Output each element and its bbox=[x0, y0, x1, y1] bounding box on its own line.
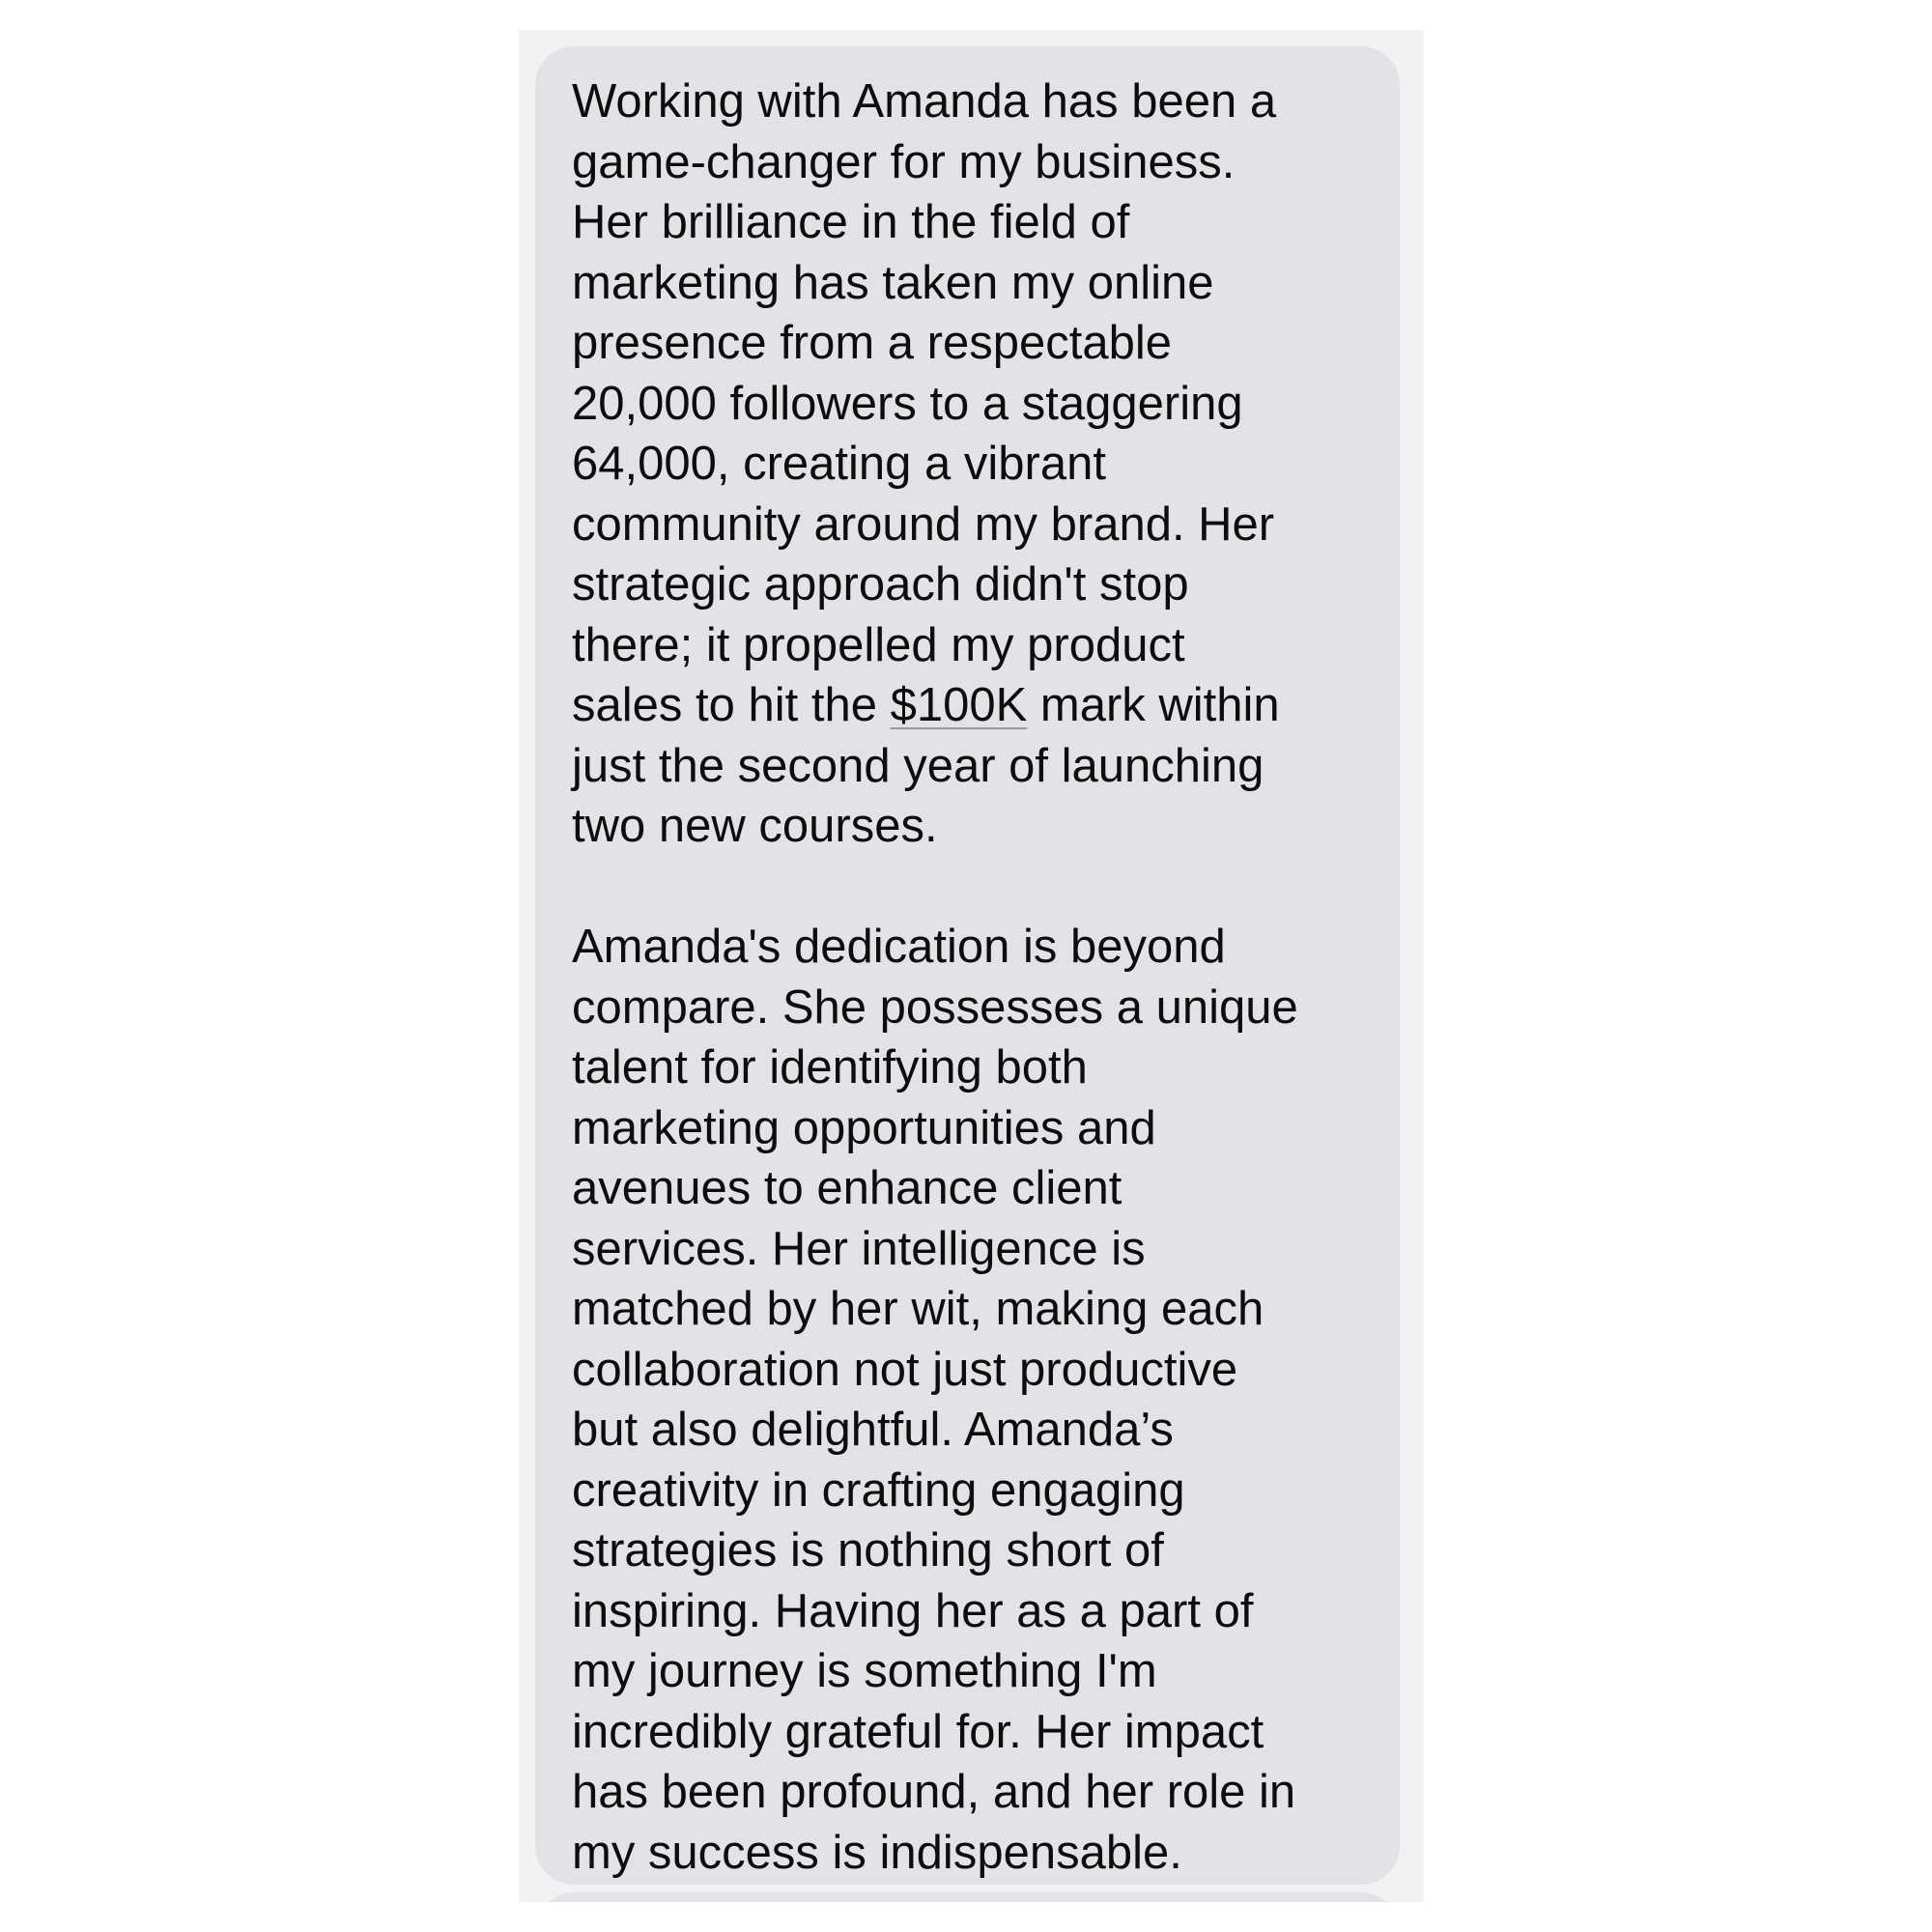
paragraph-break bbox=[572, 857, 1403, 918]
message-line: marketing has taken my online bbox=[572, 256, 1214, 309]
message-line: Amanda's dedication is beyond bbox=[572, 921, 1226, 973]
message-line: collaboration not just productive bbox=[572, 1343, 1238, 1396]
message-line: 20,000 followers to a staggering bbox=[572, 377, 1243, 430]
message-line-with-amount bbox=[572, 675, 1403, 736]
message-line: community around my brand. Her bbox=[572, 497, 1275, 551]
message-line: 64,000, creating a vibrant bbox=[572, 438, 1106, 490]
message-line: creativity in crafting engaging bbox=[572, 1463, 1185, 1517]
messages-screen bbox=[519, 30, 1424, 1902]
message-line: has been profound, and her role in bbox=[572, 1766, 1296, 1818]
message-line: matched by her wit, making each bbox=[572, 1283, 1264, 1335]
message-line: inspiring. Having her as a part of bbox=[572, 1584, 1254, 1637]
message-text bbox=[572, 71, 1403, 1883]
message-line: strategies is nothing short of bbox=[572, 1524, 1164, 1577]
next-message-bubble-edge bbox=[535, 1892, 1400, 1902]
message-line: talent for identifying both bbox=[572, 1041, 1088, 1094]
amount-link[interactable]: $100K bbox=[890, 679, 1028, 731]
message-line: presence from a respectable bbox=[572, 317, 1172, 369]
message-line: there; it propelled my product bbox=[572, 618, 1185, 671]
message-line: marketing opportunities and bbox=[572, 1101, 1156, 1154]
message-line: but also delightful. Amanda’s bbox=[572, 1404, 1174, 1456]
message-line: my journey is something I'm bbox=[572, 1645, 1157, 1697]
message-line: two new courses. bbox=[572, 800, 938, 852]
message-line: my success is indispensable. bbox=[572, 1826, 1182, 1879]
message-line: Working with Amanda has been a bbox=[572, 75, 1277, 128]
message-line: compare. She possesses a unique bbox=[572, 980, 1298, 1034]
amount-line-suffix: mark within bbox=[1027, 679, 1280, 731]
message-line: just the second year of launching bbox=[572, 739, 1264, 792]
message-line: incredibly grateful for. Her impact bbox=[572, 1705, 1264, 1758]
message-line: avenues to enhance client bbox=[572, 1162, 1122, 1214]
amount-line-prefix: sales to hit the bbox=[572, 679, 891, 731]
message-line: services. Her intelligence is bbox=[572, 1222, 1146, 1275]
message-line: game-changer for my business. bbox=[572, 135, 1236, 188]
received-message-bubble[interactable] bbox=[535, 46, 1400, 1885]
message-line: strategic approach didn't stop bbox=[572, 558, 1189, 611]
message-line: Her brilliance in the field of bbox=[572, 196, 1130, 248]
